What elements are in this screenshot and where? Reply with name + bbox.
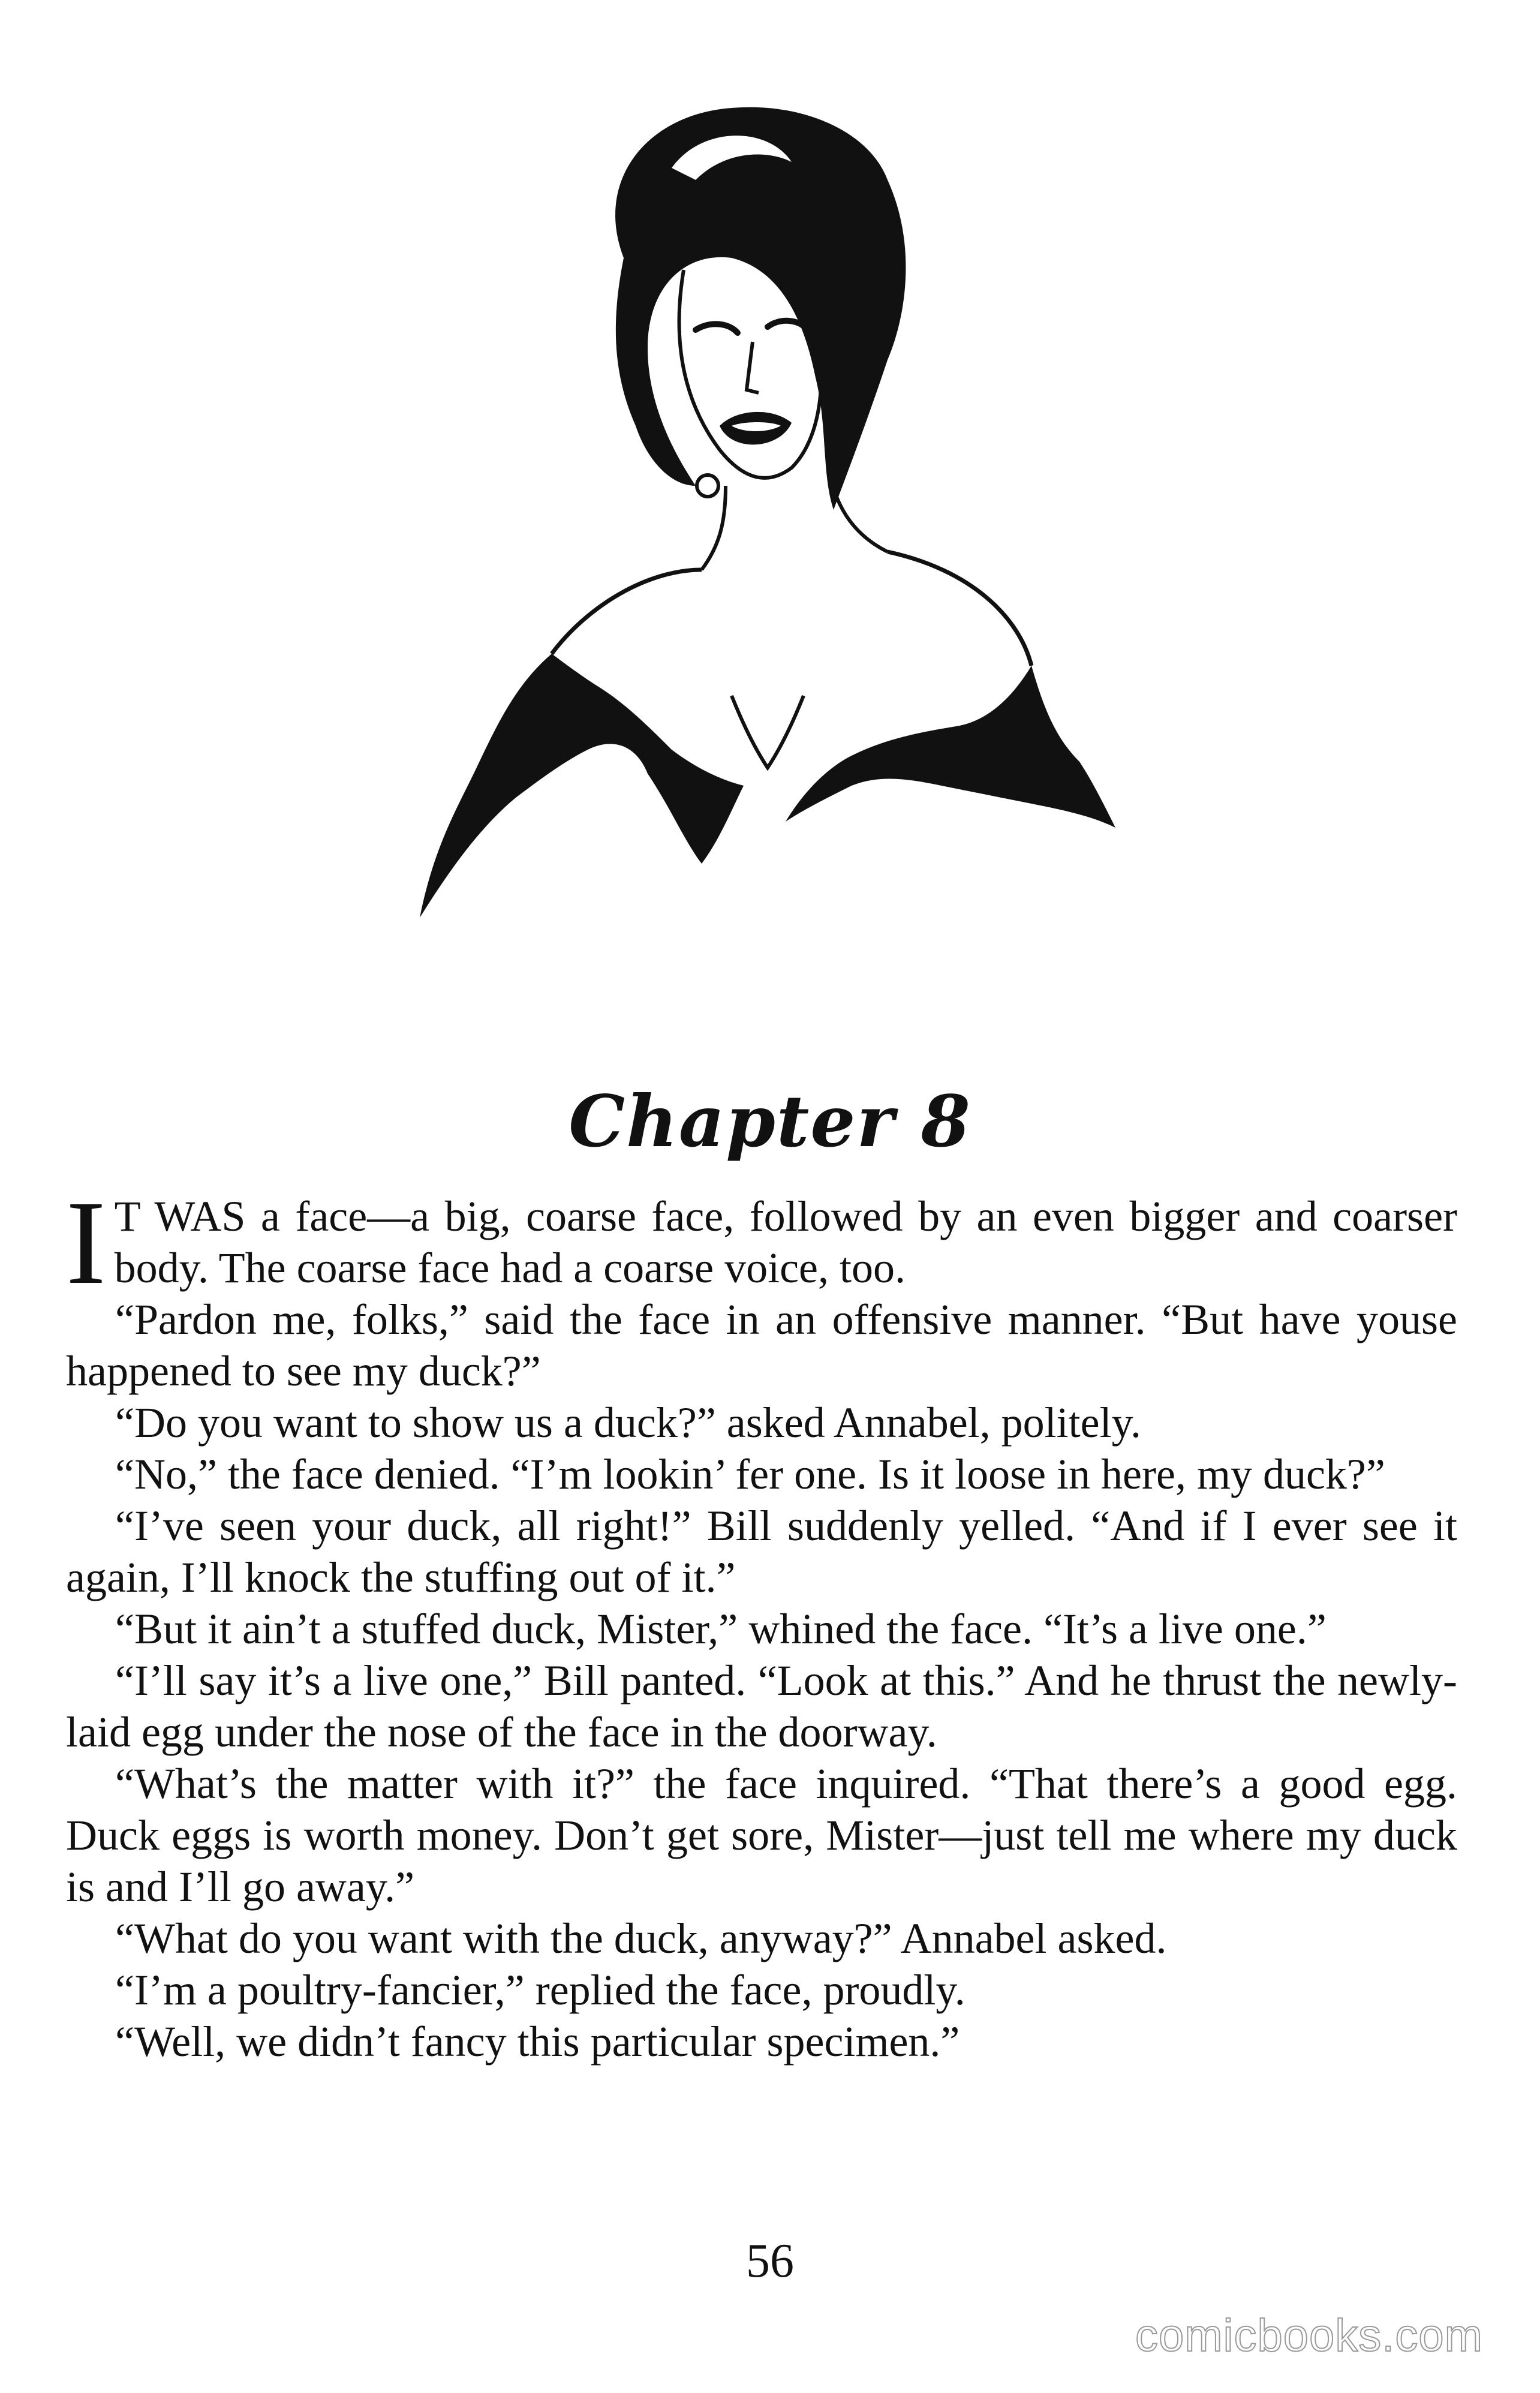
watermark: comicbooks.com	[1135, 2310, 1483, 2361]
shoulders	[552, 552, 1031, 666]
paragraph: “Do you want to show us a duck?” asked Annabel, politely.	[115, 1399, 1141, 1447]
paragraph-text: T WAS a face—a big, coarse face, followed by an even bigger and coarser body. The coarse face had a coarse voice, too.	[114, 1192, 1457, 1292]
paragraph: “Well, we didn’t fancy this particular specimen.”	[115, 2018, 960, 2066]
neckline-detail	[732, 696, 804, 768]
paragraph	[66, 1177, 1457, 1309]
fur-stole-left	[420, 654, 744, 918]
paragraph: “I’ll say it’s a live one,” Bill panted. “Look at this.” And he thrust the newly-laid egg under the nose of the face in the doorway.	[66, 1657, 1457, 1756]
hair-shape	[615, 107, 906, 510]
fur-stole-right	[786, 666, 1115, 828]
woman-portrait-illustration	[312, 90, 1247, 960]
nose	[747, 342, 759, 393]
paragraph: “But it ain’t a stuffed duck, Mister,” whined the face. “It’s a live one.”	[115, 1605, 1327, 1653]
paragraph: “What’s the matter with it?” the face inquired. “That there’s a good egg. Duck eggs is worth money. Don’t get sore, Mister—just tell me where my duck is and I’ll go away.”	[66, 1760, 1457, 1911]
paragraph: “I’ve seen your duck, all right!” Bill suddenly yelled. “And if I ever see it again, I’ll knock the stuffing out of it.”	[66, 1502, 1457, 1601]
paragraph: “No,” the face denied. “I’m lookin’ fer one. Is it loose in here, my duck?”	[115, 1450, 1385, 1498]
left-eye	[696, 324, 738, 333]
drop-cap: I	[66, 1177, 106, 1309]
chapter-title: Chapter 8	[569, 1080, 971, 1163]
paragraph: “Pardon me, folks,” said the face in an offensive manner. “But have youse happened to see my duck?”	[66, 1295, 1457, 1395]
paragraph: “I’m a poultry-fancier,” replied the face, proudly.	[115, 1966, 965, 2014]
paragraph: “What do you want with the duck, anyway?” Annabel asked.	[115, 1914, 1167, 1962]
chapter-body-text	[66, 1177, 1457, 2067]
neck-line	[702, 486, 726, 570]
right-eye	[768, 321, 807, 329]
page-number: 56	[746, 2235, 794, 2287]
earring	[697, 475, 718, 497]
